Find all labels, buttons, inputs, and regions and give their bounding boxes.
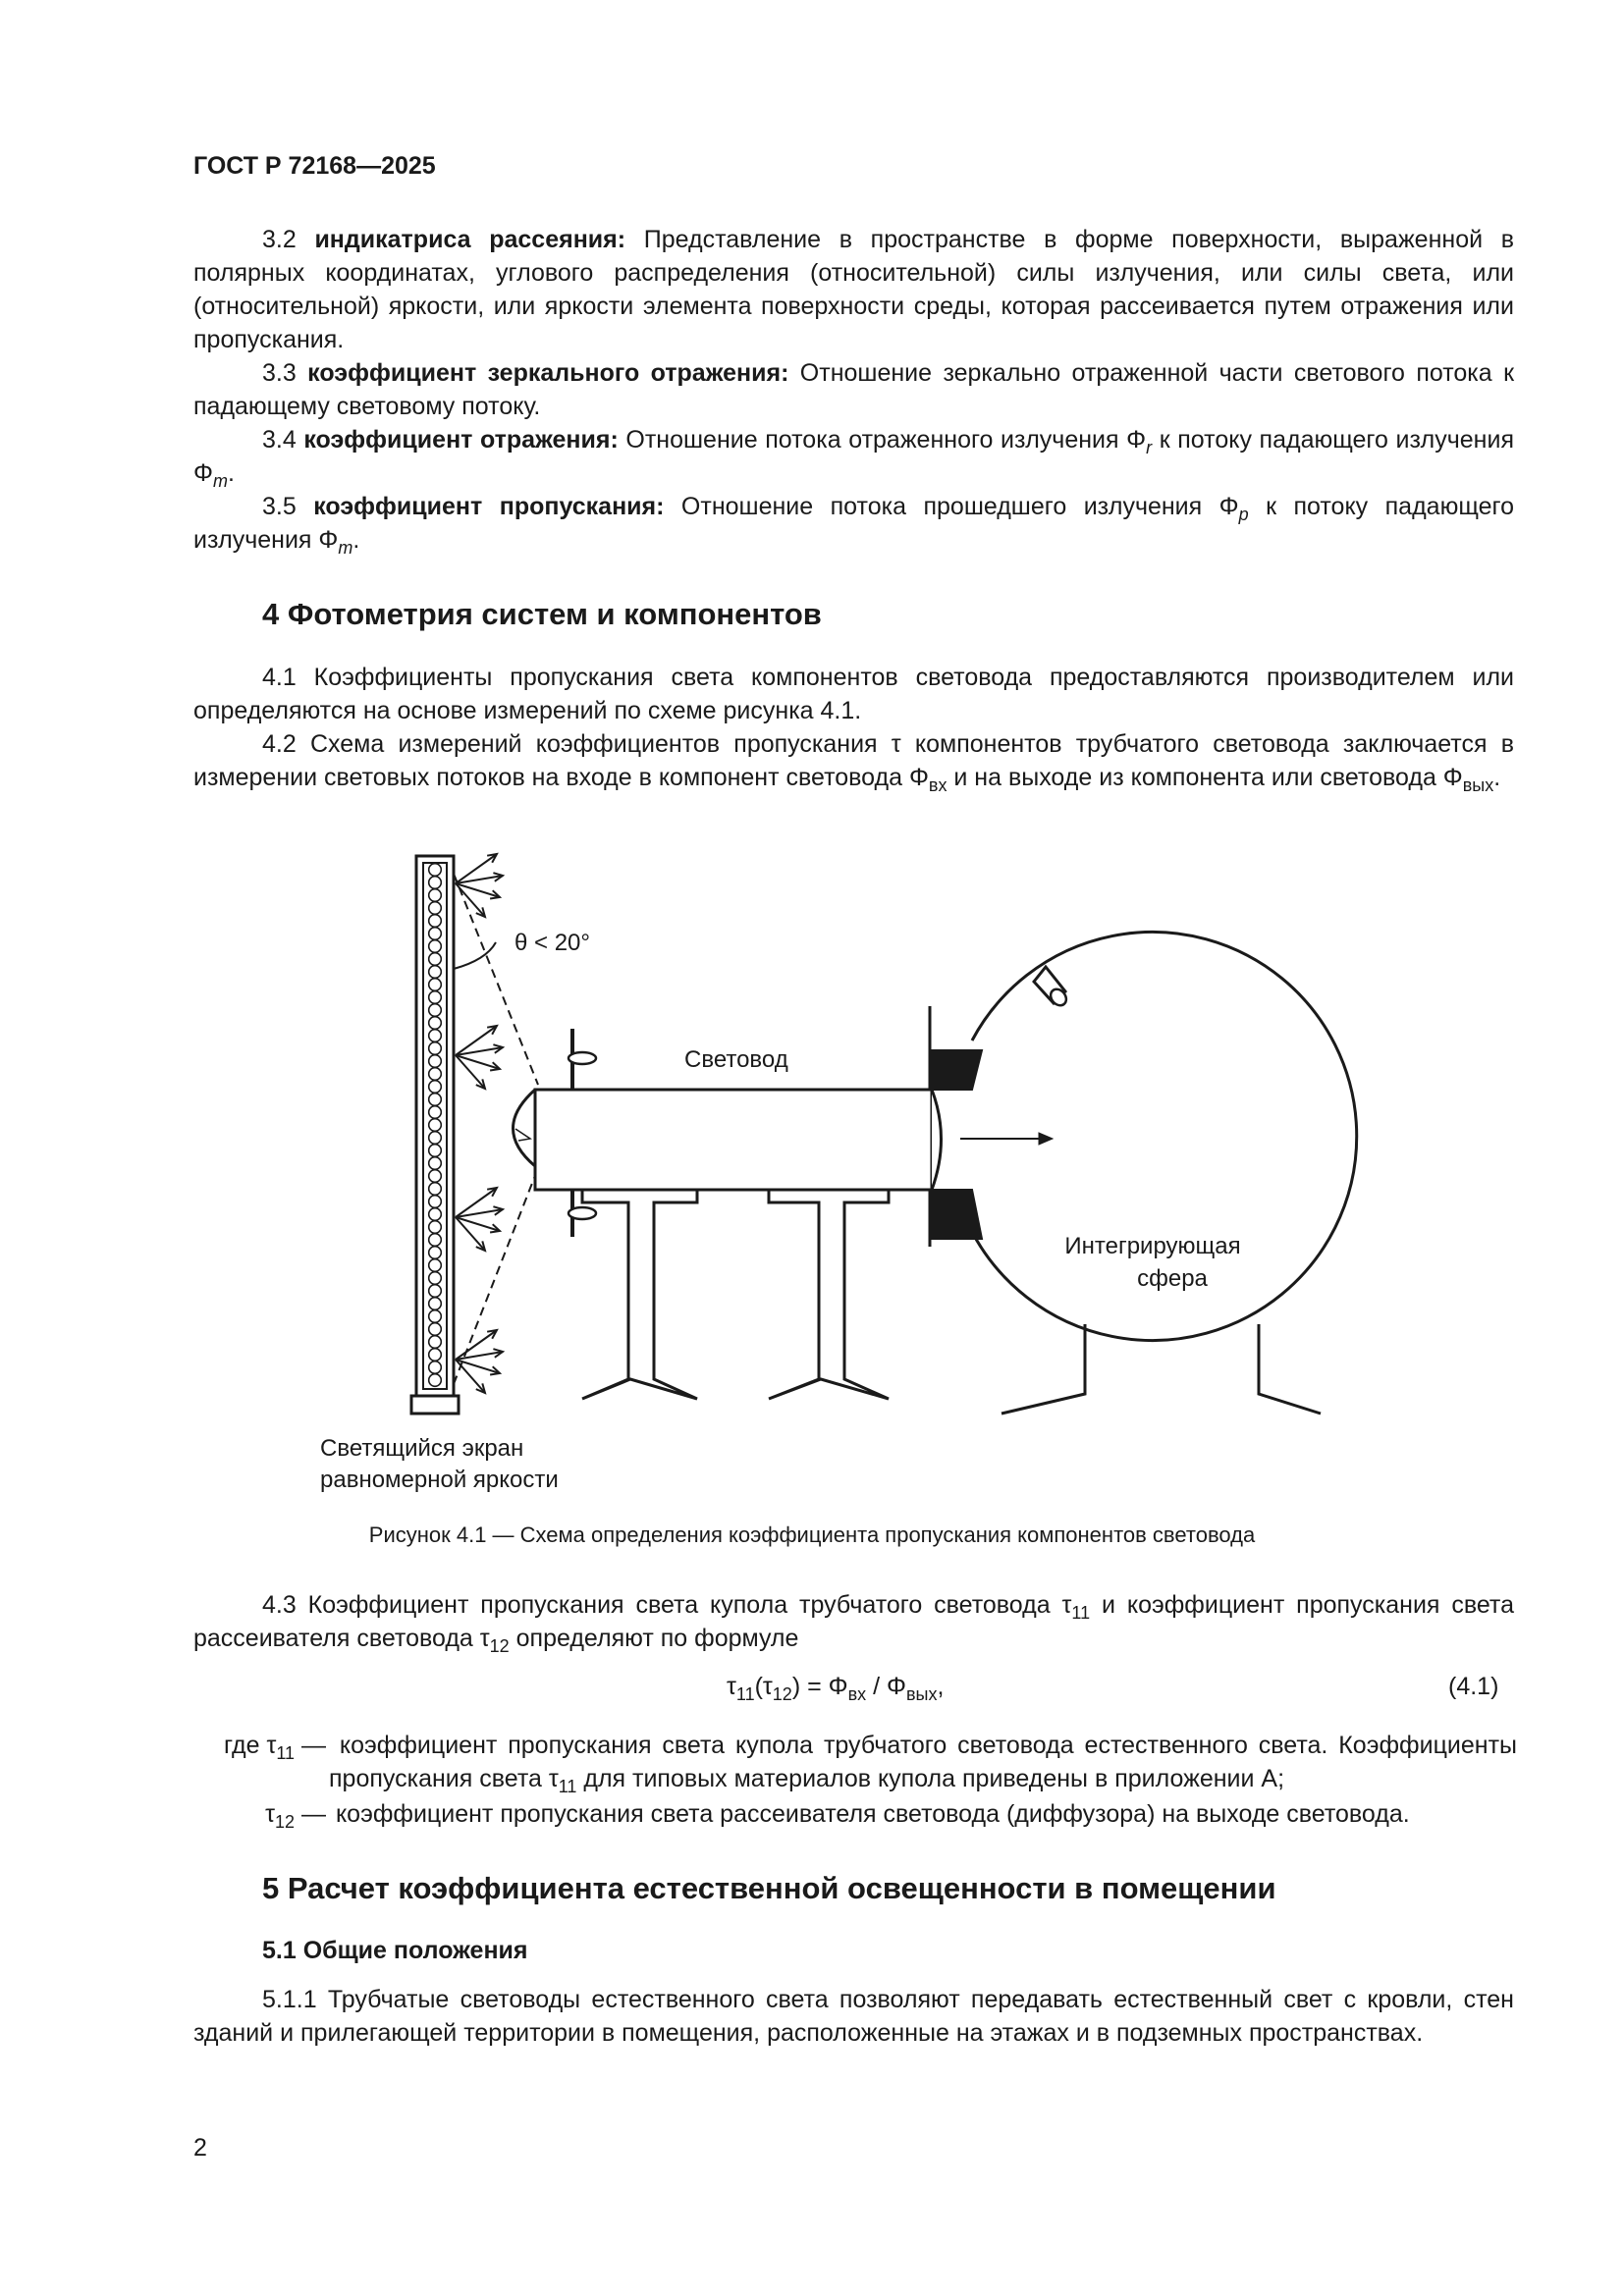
figure-caption: Рисунок 4.1 — Схема определения коэффициента пропускания компонентов световода (368, 1522, 1256, 1547)
screen-label-line2: равномерной яркости (320, 1467, 559, 1493)
page-number: 2 (193, 2134, 207, 2162)
where-tau12: $\tau_{12}$ — коэффициент пропускания света рассеивателя световода (диффузора) на выходе световода. (265, 1800, 1410, 1832)
definition-3-3: 3.3 коэффициент зеркального отражения: Отношение зеркально отраженной части светового потока к падающему световому потоку. (193, 359, 1515, 420)
support-stands (582, 1190, 889, 1399)
paragraph-4-2: 4.2 Схема измерений коэффициентов пропускания τ компонентов трубчатого световода заключается в измерении световых потоков на входе в компонент световода $\Phi_{вх}$ и на выходе из компонента или световода $\Phi_{вых}$. (193, 730, 1514, 795)
definition-3-4: 3.4 коэффициент отражения: Отношение потока отраженного излучения $\Phi_r$ к потоку падающего излучения $\Phi_m$. (193, 426, 1514, 491)
screen-label-line1: Светящийся экран (320, 1435, 524, 1462)
where-tau11: где $\tau_{11}$ — коэффициент пропускания света купола трубчатого световода естественного света. Коэффициенты пропускания света $\tau_{11}$ для типовых материалов купола приведены в приложении А; (224, 1732, 1517, 1796)
formula-4-1: $\tau_{11}(\tau_{12}) = \Phi_{вх} / \Phi_{вых}$, (727, 1673, 945, 1704)
paragraph-4-1: 4.1 Коэффициенты пропускания света компонентов световода предоставляются производителем или определяются на основе измерений по схеме рисунка 4.1. (193, 664, 1514, 724)
term-reflectance: коэффициент отражения: (303, 426, 619, 454)
term-scattering-indicatrix: индикатриса рассеяния: (314, 226, 626, 253)
integrating-sphere (930, 933, 1357, 1414)
sphere-label-line2: сфера (1137, 1265, 1208, 1292)
paragraph-5-1-1: 5.1.1 Трубчатые световоды естественного света позволяют передавать естественный свет с кровли, стен зданий и прилегающей территории в помещения, расположенные на этажах и в подземных пространствах. (193, 1986, 1514, 2047)
section-5-1-title: 5.1 Общие положения (262, 1937, 528, 1964)
section-5-title: 5 Расчет коэффициента естественной освещенности в помещении (262, 1871, 1276, 1905)
definition-3-5: 3.5 коэффициент пропускания: Отношение потока прошедшего излучения $\Phi_p$ к потоку падающего излучения $\Phi_m$. (193, 493, 1514, 558)
term-specular-reflectance: коэффициент зеркального отражения: (307, 359, 789, 387)
document-header: ГОСТ Р 72168—2025 (193, 152, 436, 180)
paragraph-4-3: 4.3 Коэффициент пропускания света купола трубчатого световода $\tau_{11}$ и коэффициент пропускания света рассеивателя световода $\tau_{12}$ определяют по формуле (193, 1591, 1514, 1656)
section-4-title: 4 Фотометрия систем и компонентов (262, 597, 822, 631)
term-transmittance: коэффициент пропускания: (313, 493, 665, 520)
angle-label: θ < 20° (514, 930, 590, 956)
upper-clamp (568, 1029, 596, 1090)
sphere-label-line1: Интегрирующая (1064, 1233, 1241, 1259)
luminous-screen (411, 856, 459, 1414)
definition-3-2: 3.2 индикатриса рассеяния: Представление в пространстве в форме поверхности, выраженной в полярных координатах, углового распределения (относительной) силы излучения, или силы света, или (относительной) яркости, или яркости элемента поверхности среды, которая рассеивается путем отражения или пропускания. (193, 226, 1515, 353)
formula-number: (4.1) (1448, 1673, 1499, 1700)
lightguide-label: Световод (684, 1046, 788, 1073)
